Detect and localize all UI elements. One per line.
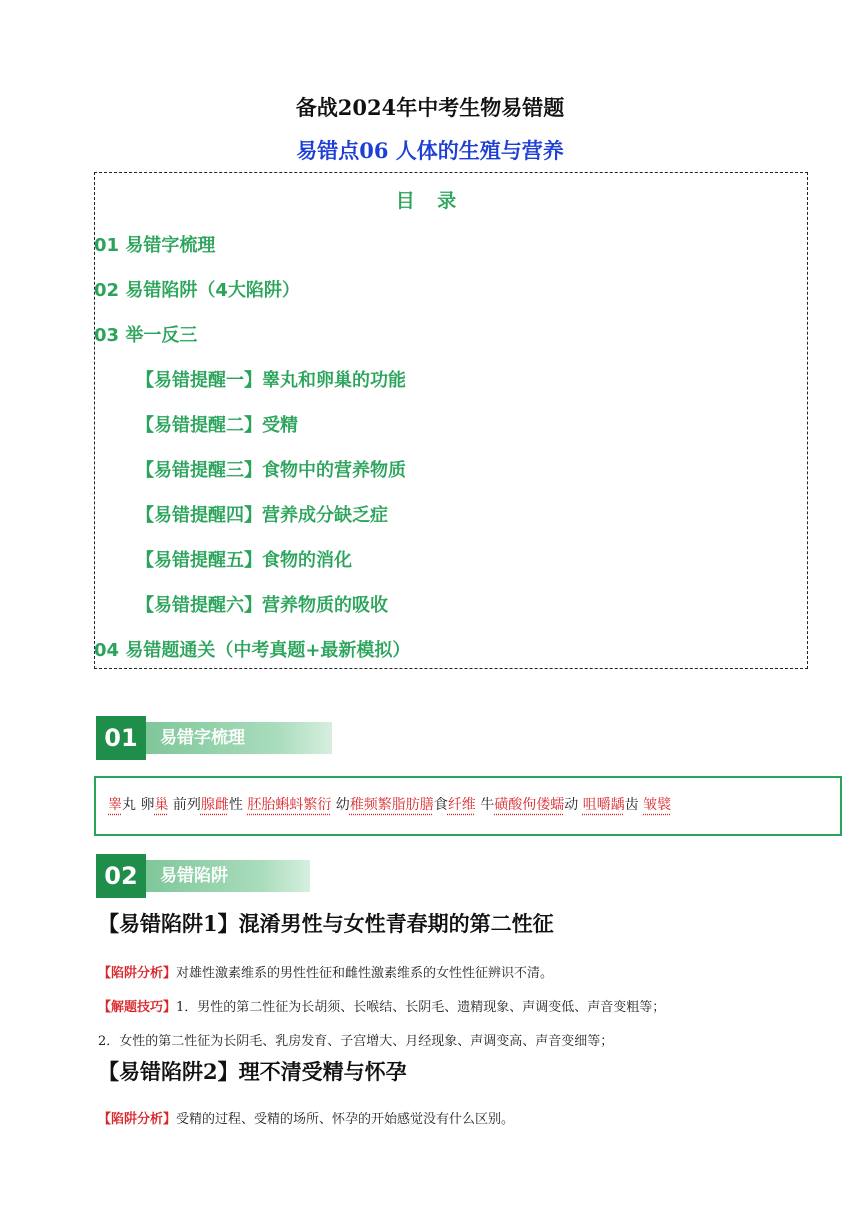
error-words-line xyxy=(108,794,671,814)
error-prone-word: 稚频繁脂肪膳 xyxy=(349,797,434,813)
word-text: 丸 卵 xyxy=(122,797,155,813)
toc-item[interactable]: 01 易错字梳理 xyxy=(94,235,216,256)
toc-item[interactable]: 04 易错题通关（中考真题+最新模拟） xyxy=(94,640,411,661)
word-text: 齿 xyxy=(624,797,644,813)
analysis-tag: 【陷阱分析】 xyxy=(98,1112,177,1127)
error-prone-word: 纤维 xyxy=(447,797,476,813)
toc-subitem[interactable]: 【易错提醒五】食物的消化 xyxy=(136,550,352,571)
toc-item[interactable]: 03 举一反三 xyxy=(94,325,198,346)
toc-item[interactable]: 02 易错陷阱（4大陷阱） xyxy=(94,280,300,301)
section-label: 易错陷阱 xyxy=(146,860,310,892)
analysis-text: 受精的过程、受精的场所、怀孕的开始感觉没有什么区别。 xyxy=(176,1112,515,1127)
tip-text: 1．男性的第二性征为长胡须、长喉结、长阴毛、遗精现象、声调变低、声音变粗等； xyxy=(176,1000,666,1015)
section-number: 02 xyxy=(96,854,146,898)
trap-1-analysis xyxy=(98,962,553,981)
word-text: 动 xyxy=(564,797,583,813)
toc-subitem[interactable]: 【易错提醒二】受精 xyxy=(136,415,298,436)
toc-heading: 目 录 xyxy=(395,190,465,212)
word-text: 性 xyxy=(228,797,248,813)
toc-subitem[interactable]: 【易错提醒一】睾丸和卵巢的功能 xyxy=(136,370,406,391)
error-prone-word: 巢 xyxy=(154,797,169,813)
word-text: 幼 xyxy=(331,797,350,813)
word-text: 牛 xyxy=(475,797,495,813)
toc-subitem[interactable]: 【易错提醒六】营养物质的吸收 xyxy=(136,595,388,616)
analysis-text: 对雄性激素维系的男性性征和雌性激素维系的女性性征辨识不清。 xyxy=(176,966,554,981)
error-prone-word: 腺雌 xyxy=(200,797,229,813)
trap-1-title: 【易错陷阱1】混淆男性与女性青春期的第二性征 xyxy=(98,911,554,936)
trap-2-analysis xyxy=(98,1108,514,1127)
toc-subitem[interactable]: 【易错提醒四】营养成分缺乏症 xyxy=(136,505,388,526)
error-prone-word: 咀嚼龋 xyxy=(582,797,625,813)
trap-2-title: 【易错陷阱2】理不清受精与怀孕 xyxy=(98,1059,407,1084)
error-prone-word: 胚胎蝌蚪繁衍 xyxy=(247,797,332,813)
trap-1-tip-line2: 2．女性的第二性征为长阴毛、乳房发育、子宫增大、月经现象、声调变高、声音变细等； xyxy=(98,1034,614,1049)
section-number: 01 xyxy=(96,716,146,760)
error-prone-word: 磺酸佝偻蠕 xyxy=(494,797,565,813)
error-prone-word: 睾 xyxy=(108,797,122,813)
tip-tag: 【解题技巧】 xyxy=(98,1000,177,1015)
toc-subitem[interactable]: 【易错提醒三】食物中的营养物质 xyxy=(136,460,406,481)
word-text: 前列 xyxy=(168,797,201,813)
word-text: 食 xyxy=(433,797,448,813)
analysis-tag: 【陷阱分析】 xyxy=(98,966,177,981)
document-title: 备战2024年中考生物易错题 xyxy=(295,95,565,120)
error-prone-word: 皱襞 xyxy=(643,797,672,813)
document-subtitle: 易错点06 人体的生殖与营养 xyxy=(296,138,564,163)
trap-1-tip xyxy=(98,996,665,1015)
section-label: 易错字梳理 xyxy=(146,722,332,754)
